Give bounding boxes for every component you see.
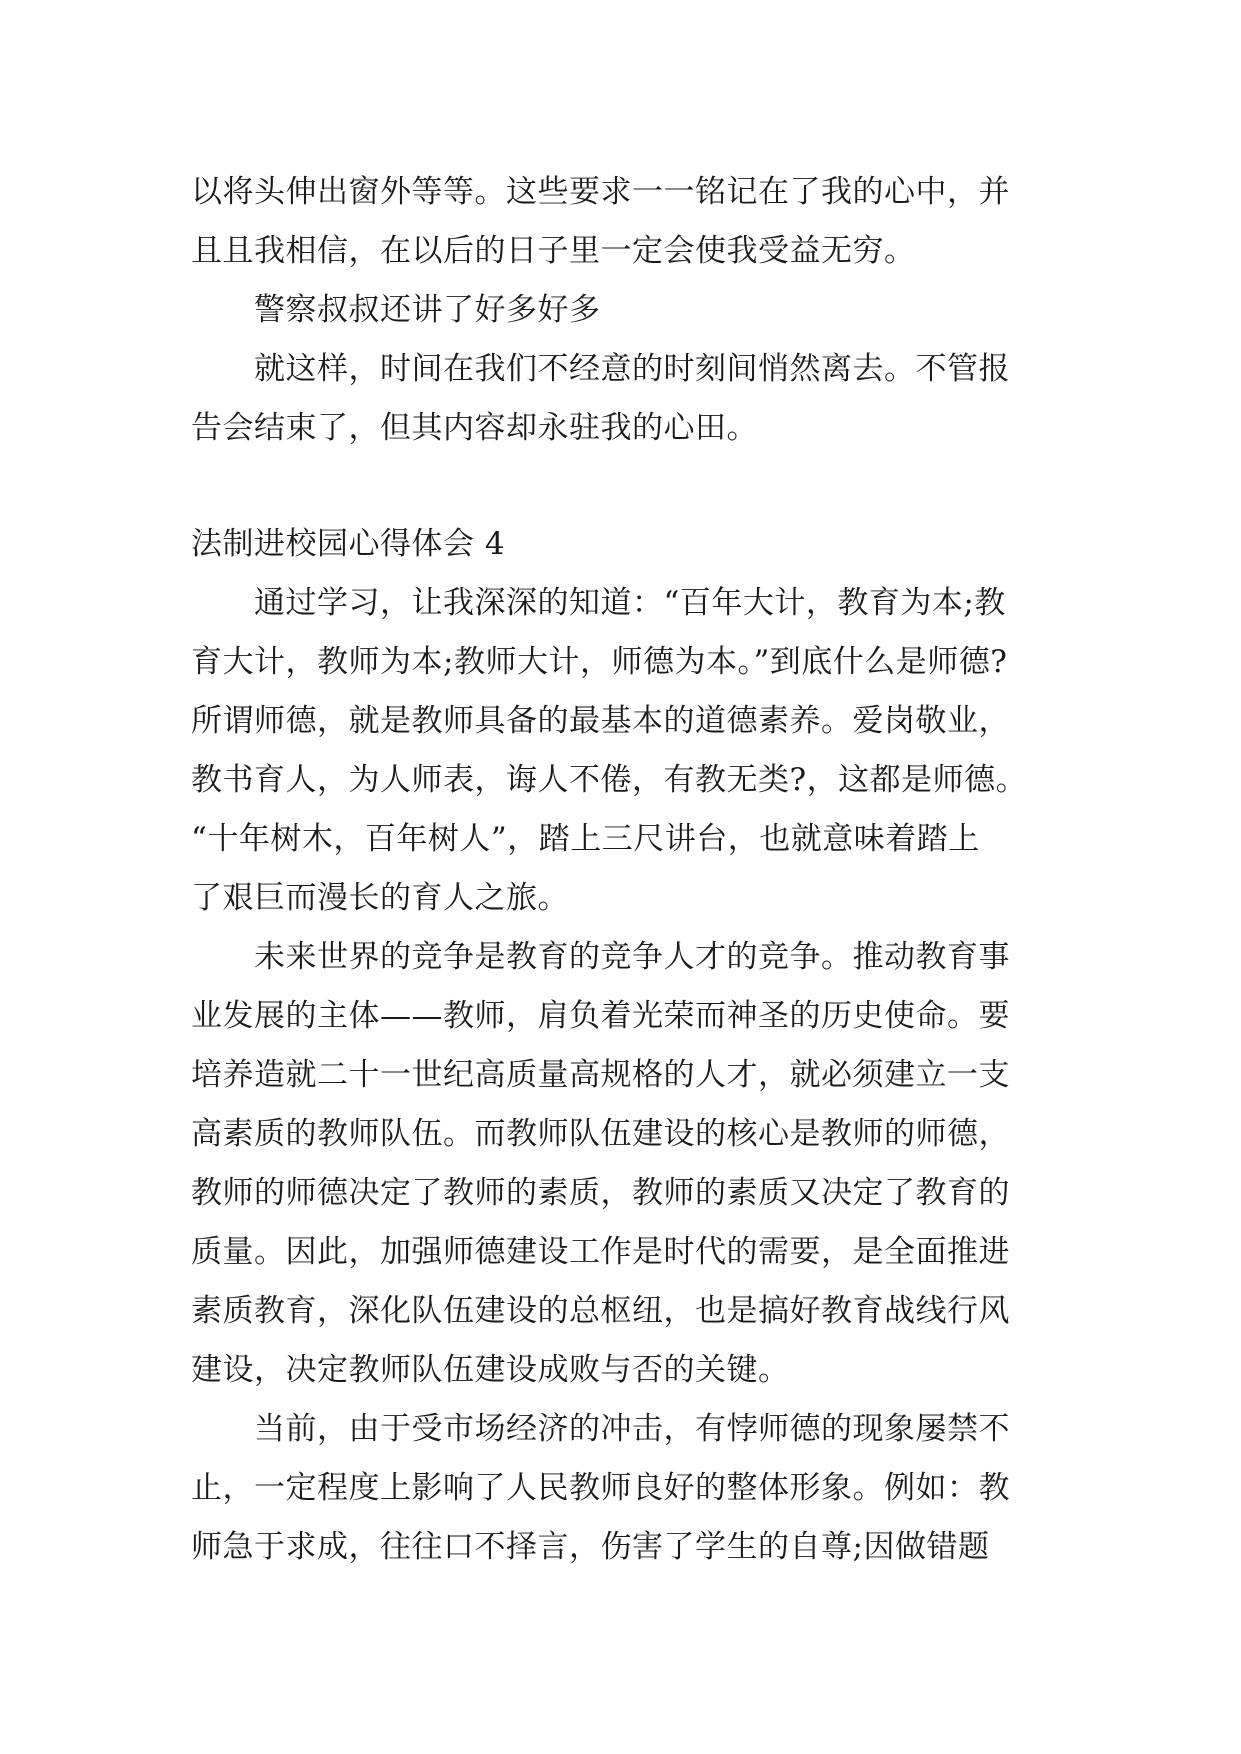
text-line: 了艰巨而漫长的育人之旅。 xyxy=(191,880,569,916)
text-line: 教师的师德决定了教师的素质，教师的素质又决定了教育的 xyxy=(191,1175,1010,1211)
text-line: 所谓师德，就是教师具备的最基本的道德素养。爱岗敬业， xyxy=(191,703,1010,739)
text-line: “十年树木，百年树人”，踏上三尺讲台，也就意味着踏上 xyxy=(191,821,980,857)
section-heading: 法制进校园心得体会 4 xyxy=(191,526,506,562)
text-line: 教书育人，为人师表，诲人不倦，有教无类?，这都是师德。 xyxy=(191,762,1028,798)
text-line: 业发展的主体——教师，肩负着光荣而神圣的历史使命。要 xyxy=(191,998,1010,1034)
text-line: 建设，决定教师队伍建设成败与否的关键。 xyxy=(191,1352,790,1388)
text-line: 就这样，时间在我们不经意的时刻间悄然离去。不管报 xyxy=(191,351,1010,387)
text-line: 告会结束了，但其内容却永驻我的心田。 xyxy=(191,410,758,446)
text-line: 育大计，教师为本;教师大计，师德为本。”到底什么是师德? xyxy=(191,644,1008,680)
text-line: 止，一定程度上影响了人民教师良好的整体形象。例如：教 xyxy=(191,1470,1010,1506)
text-line: 以将头伸出窗外等等。这些要求一一铭记在了我的心中，并 xyxy=(191,174,1010,210)
text-line: 师急于求成，往往口不择言，伤害了学生的自尊;因做错题 xyxy=(191,1529,990,1565)
text-line: 未来世界的竞争是教育的竞争人才的竞争。推动教育事 xyxy=(191,939,1010,975)
text-line: 警察叔叔还讲了好多好多 xyxy=(191,292,601,328)
text-line: 素质教育，深化队伍建设的总枢纽，也是搞好教育战线行风 xyxy=(191,1293,1010,1329)
text-line: 质量。因此，加强师德建设工作是时代的需要，是全面推进 xyxy=(191,1234,1010,1270)
text-line: 且且我相信，在以后的日子里一定会使我受益无穷。 xyxy=(191,233,916,269)
text-line: 高素质的教师队伍。而教师队伍建设的核心是教师的师德， xyxy=(191,1116,1010,1152)
text-line: 培养造就二十一世纪高质量高规格的人才，就必须建立一支 xyxy=(191,1057,1010,1093)
text-line: 当前，由于受市场经济的冲击，有悖师德的现象屡禁不 xyxy=(191,1411,1010,1447)
text-line: 通过学习，让我深深的知道：“百年大计，教育为本;教 xyxy=(191,585,1006,621)
